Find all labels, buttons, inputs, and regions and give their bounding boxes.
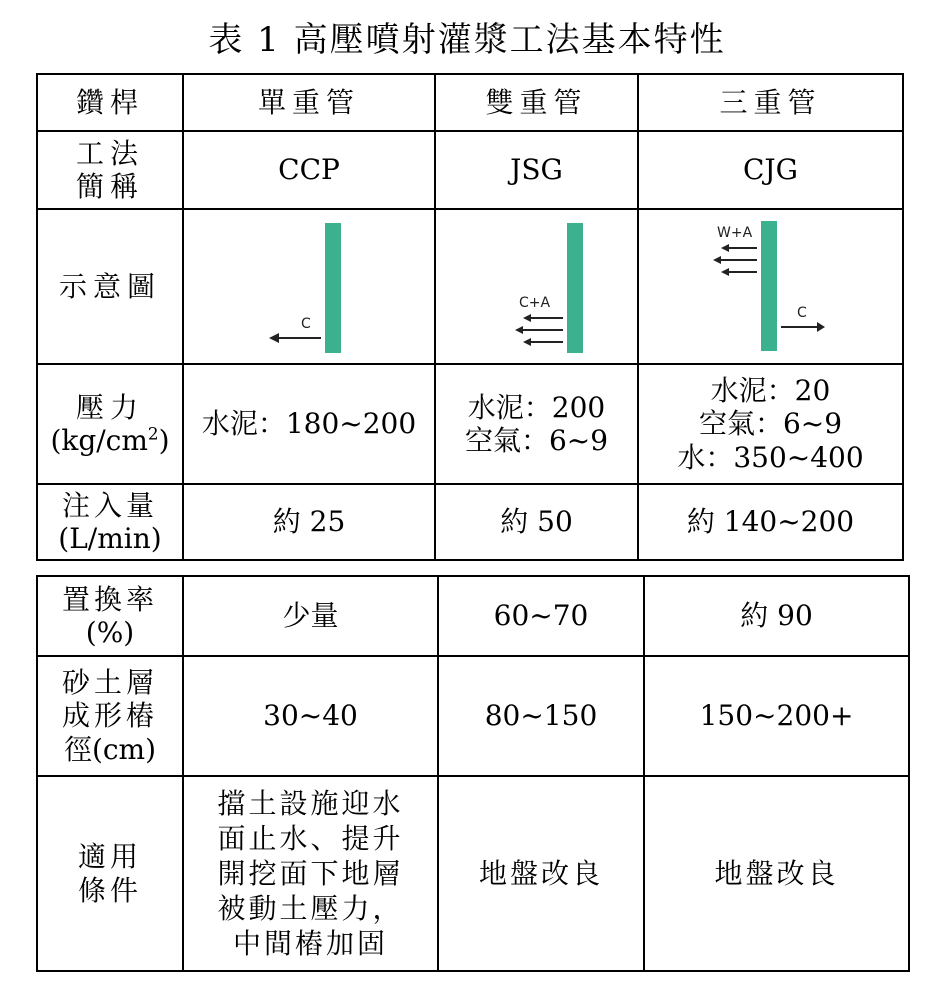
application-line: 開挖面下地層 bbox=[217, 857, 404, 890]
header-cell-triple-tube: 三重管 bbox=[638, 74, 903, 131]
table-row bbox=[37, 131, 903, 209]
table-title: 表 1 高壓噴射灌漿工法基本特性 bbox=[208, 20, 726, 60]
application-line: 面止水、提升 bbox=[217, 822, 404, 855]
cell-application-jsg: 地盤改良 bbox=[438, 776, 644, 971]
arrow-head bbox=[817, 322, 825, 332]
table-row bbox=[37, 576, 909, 656]
cell-method-jsg: JSG bbox=[435, 131, 638, 209]
arrow-head bbox=[713, 256, 721, 264]
arrow-head bbox=[523, 314, 531, 322]
arrow-head bbox=[515, 326, 523, 334]
ccp-jet-diagram bbox=[229, 217, 389, 357]
header-cell-double-tube: 雙重管 bbox=[435, 74, 638, 131]
table-row bbox=[37, 74, 903, 131]
row-label-pressure bbox=[37, 364, 183, 484]
drill-rod-bar bbox=[567, 223, 583, 353]
cell-injection-jsg: 約 50 bbox=[435, 484, 638, 560]
cell-diameter-cjg: 150~200+ bbox=[644, 656, 909, 776]
cell-application-ccp bbox=[183, 776, 438, 971]
cell-application-cjg: 地盤改良 bbox=[644, 776, 909, 971]
table-row bbox=[37, 656, 909, 776]
row-label-method bbox=[37, 131, 183, 209]
table-row bbox=[37, 776, 909, 971]
row-label-line: (%) bbox=[85, 616, 135, 649]
unit-superscript: 2 bbox=[147, 423, 159, 444]
application-line: 擋土設施迎水 bbox=[217, 787, 404, 820]
pressure-unit-label bbox=[38, 424, 182, 457]
pressure-line: 空氣：6~9 bbox=[464, 424, 609, 457]
flow-label-c-plus-a: C+A bbox=[518, 294, 550, 311]
cell-method-cjg: CJG bbox=[638, 131, 903, 209]
pressure-line: 空氣：6~9 bbox=[698, 407, 843, 441]
cell-diameter-ccp: 30~40 bbox=[183, 656, 438, 776]
row-label-line: 工法 bbox=[75, 136, 144, 170]
row-label-injection bbox=[37, 484, 183, 560]
row-label-application bbox=[37, 776, 183, 971]
row-label-diameter bbox=[37, 656, 183, 776]
pressure-line: 水：350~400 bbox=[677, 440, 864, 474]
pressure-line: 水泥：20 bbox=[710, 374, 831, 408]
row-label-line: 砂土層 bbox=[61, 666, 158, 700]
cell-diagram-cjg bbox=[638, 209, 903, 364]
arrow-head bbox=[269, 333, 279, 343]
drill-rod-bar bbox=[761, 221, 777, 351]
header-cell-single-tube: 單重管 bbox=[183, 74, 435, 131]
flow-label-c: C bbox=[796, 304, 807, 321]
pressure-line: 水泥：200 bbox=[467, 390, 606, 424]
application-line: 被動土壓力， bbox=[217, 892, 404, 925]
cell-method-ccp: CCP bbox=[183, 131, 435, 209]
properties-table-upper bbox=[36, 73, 904, 561]
cjg-jet-diagram bbox=[691, 217, 851, 357]
cell-injection-ccp: 約 25 bbox=[183, 484, 435, 560]
row-label-line: 簡稱 bbox=[75, 170, 144, 203]
table-row bbox=[37, 364, 903, 484]
cell-diameter-jsg: 80~150 bbox=[438, 656, 644, 776]
unit-text: (kg/cm bbox=[50, 424, 148, 457]
row-label-line: 徑(cm) bbox=[63, 732, 157, 766]
table-row bbox=[37, 484, 903, 560]
cell-pressure-jsg bbox=[435, 364, 638, 484]
flow-label-c: C bbox=[301, 315, 311, 332]
arrow-head bbox=[523, 338, 531, 346]
row-label-line: 成形樁 bbox=[61, 699, 158, 733]
properties-table-lower bbox=[36, 575, 910, 972]
header-cell-drill-rod: 鑽桿 bbox=[37, 74, 183, 131]
row-label-line: 適用 bbox=[77, 840, 142, 874]
cell-replacement-jsg: 60~70 bbox=[438, 576, 644, 656]
cell-injection-cjg: 約 140~200 bbox=[638, 484, 903, 560]
application-line: 中間樁加固 bbox=[232, 927, 388, 960]
flow-label-w-plus-a: W+A bbox=[716, 224, 752, 241]
row-label-diagram: 示意圖 bbox=[37, 209, 183, 364]
row-label-line: 置換率 bbox=[61, 582, 158, 616]
row-label-line: 壓力 bbox=[75, 390, 144, 424]
row-label-line: 注入量 bbox=[61, 488, 158, 522]
row-label-line: 條件 bbox=[77, 873, 142, 907]
cell-pressure-cjg bbox=[638, 364, 903, 484]
unit-text: ) bbox=[158, 424, 170, 457]
row-label-line: (L/min) bbox=[58, 522, 162, 555]
cell-replacement-cjg: 約 90 bbox=[644, 576, 909, 656]
jsg-jet-diagram bbox=[457, 217, 617, 357]
cell-diagram-jsg bbox=[435, 209, 638, 364]
arrow-head bbox=[721, 244, 729, 252]
arrow-head bbox=[721, 268, 729, 276]
table-row bbox=[37, 209, 903, 364]
cell-pressure-ccp: 水泥：180~200 bbox=[183, 364, 435, 484]
flow-arrows bbox=[519, 318, 563, 342]
cell-diagram-ccp bbox=[183, 209, 435, 364]
drill-rod-bar bbox=[325, 223, 341, 353]
row-label-replacement bbox=[37, 576, 183, 656]
cell-replacement-ccp: 少量 bbox=[183, 576, 438, 656]
